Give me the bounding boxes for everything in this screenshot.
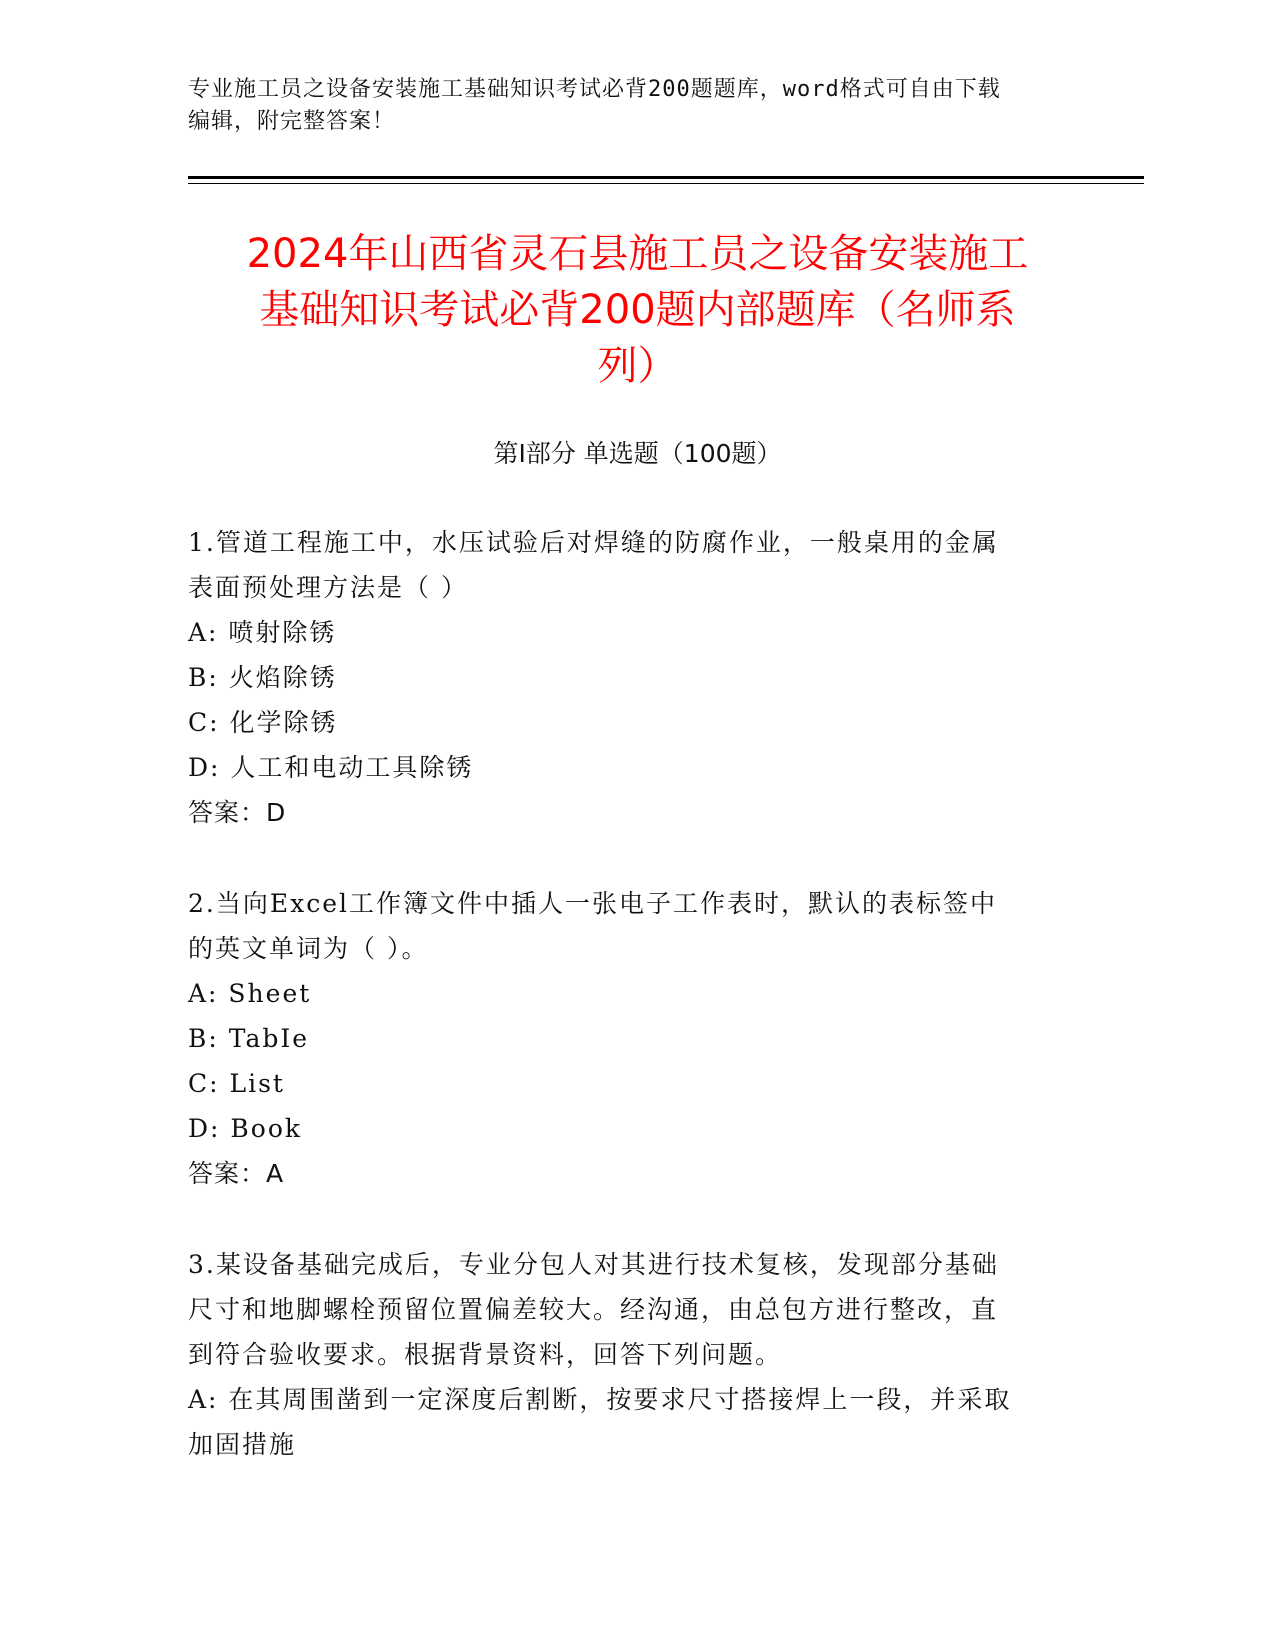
question-3 [188, 1242, 1068, 1467]
document-title-line-1: 2024年山西省灵石县施工员之设备安装施工 [246, 231, 1029, 277]
option-a: A: 在其周围凿到一定深度后割断，按要求尺寸搭接焊上一段，并采取 [188, 1385, 1012, 1414]
document-title-line-3: 列） [597, 343, 678, 389]
option-b: B: 火焰除锈 [188, 663, 337, 692]
header-note [188, 74, 1088, 138]
header-note-line-1: 专业施工员之设备安装施工基础知识考试必背200题题库，word格式可自由下载 [188, 77, 1001, 102]
question-list [188, 520, 1068, 1513]
question-stem: 1.管道工程施工中，水压试验后对焊缝的防腐作业，一般桌用的金属 [188, 528, 999, 557]
question-stem: 的英文单词为（ ）。 [188, 934, 429, 963]
question-stem: 尺寸和地脚螺栓预留位置偏差较大。经沟通，由总包方进行整改，直 [188, 1295, 999, 1324]
header-divider-thick [188, 176, 1144, 179]
question-stem: 表面预处理方法是（ ） [188, 573, 468, 602]
option-d: D: Book [188, 1114, 303, 1143]
option-b: B: TabIe [188, 1024, 310, 1053]
document-title-line-2: 基础知识考试必背200题内部题库（名师系 [259, 287, 1016, 333]
option-a-continued: 加固措施 [188, 1430, 297, 1459]
question-stem: 2.当向Excel工作簿文件中插人一张电子工作表时，默认的表标签中 [188, 889, 997, 918]
question-stem: 到符合验收要求。根据背景资料，回答下列问题。 [188, 1340, 783, 1369]
document-title [170, 226, 1105, 394]
question-stem: 3.某设备基础完成后，专业分包人对其进行技术复核，发现部分基础 [188, 1250, 999, 1279]
question-2 [188, 881, 1068, 1196]
option-d: D: 人工和电动工具除锈 [188, 753, 474, 782]
answer: 答案：D [188, 798, 287, 827]
option-c: C: List [188, 1069, 285, 1098]
option-a: A: Sheet [188, 979, 312, 1008]
question-1 [188, 520, 1068, 835]
option-a: A: 喷射除锈 [188, 618, 337, 647]
header-note-line-2: 编辑，附完整答案！ [188, 109, 396, 134]
answer: 答案：A [188, 1159, 285, 1188]
section-heading: 第I部分 单选题（100题） [493, 439, 782, 468]
option-c: C: 化学除锈 [188, 708, 338, 737]
header-divider-thin [188, 183, 1144, 184]
